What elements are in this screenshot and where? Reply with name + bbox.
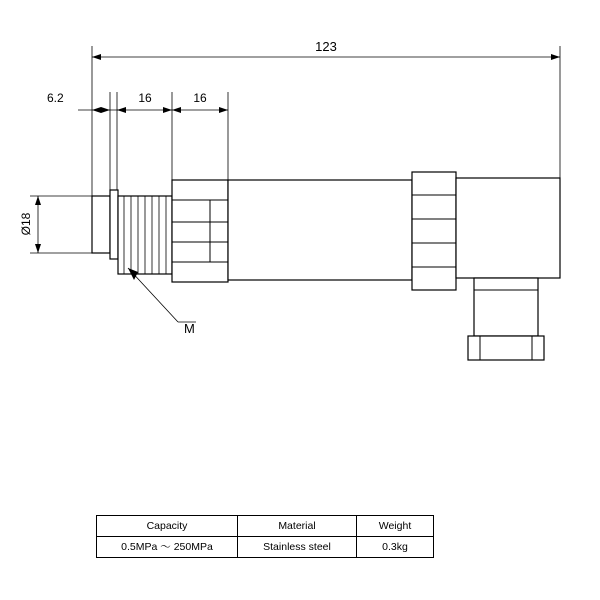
part-outline <box>92 172 560 360</box>
spec-table <box>96 515 434 558</box>
dimension-thread-len-2-text: 16 <box>193 91 207 105</box>
dimension-overall-length-text: 123 <box>315 39 337 54</box>
dimension-hex-flat-text: 6.2 <box>47 91 64 105</box>
dimension-thread-len-1-text: 16 <box>138 91 152 105</box>
dimension-hex-flat <box>47 91 124 113</box>
spec-value-weight: 0.3kg <box>357 537 434 558</box>
dimension-diameter-small <box>19 196 41 253</box>
spec-value-capacity: 0.5MPa ～ 250MPa <box>97 537 238 558</box>
dimension-diameter-small-text: Ø18 <box>19 212 33 236</box>
spec-table-header-material: Material <box>238 516 357 537</box>
table-row <box>97 537 434 558</box>
dimension-thread-len-2 <box>172 91 228 113</box>
dimension-thread-len-1 <box>117 91 172 113</box>
spec-table-header-weight: Weight <box>357 516 434 537</box>
spec-table-header-capacity: Capacity <box>97 516 238 537</box>
spec-value-material: Stainless steel <box>238 537 357 558</box>
dimension-overall-length <box>92 39 560 60</box>
thread-callout-text: M <box>184 321 195 336</box>
spec-table-header-row <box>97 516 434 537</box>
